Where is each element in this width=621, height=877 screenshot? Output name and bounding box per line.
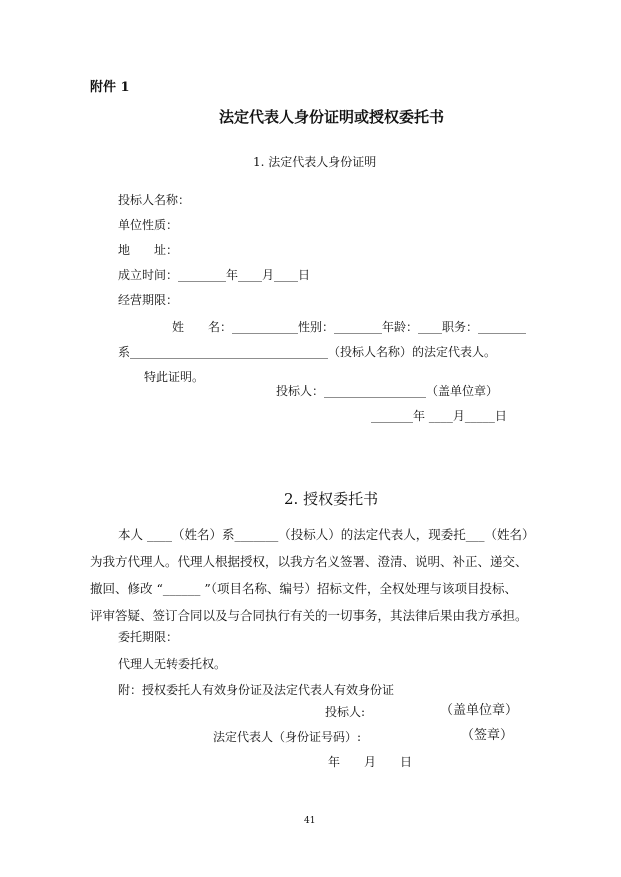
section2-heading: 2. 授权委托书 <box>284 490 379 508</box>
entrust-term-label: 委托期限： <box>118 630 179 644</box>
unit-nature-label: 单位性质： <box>118 218 179 232</box>
attachment-label: 附件 1 <box>90 80 130 95</box>
legal-rep-label: 法定代表人（身份证号码）: <box>213 730 362 744</box>
para-line: 评审答疑、签订合同以及与合同执行有关的一切事务，其法律后果由我方承担。 <box>90 608 528 623</box>
bidder-seal-note: （盖单位章） <box>440 703 519 718</box>
bidder-label: 投标人: <box>325 705 366 719</box>
established-line: 成立时间：________年____月____日 <box>118 268 311 282</box>
authorization-paragraph <box>90 521 535 629</box>
address-label: 地 址： <box>118 243 179 257</box>
certify-text: 特此证明。 <box>144 370 205 384</box>
para-line: 本人 ____（姓名）系_______（投标人）的法定代表人，现委托___（姓名） <box>118 527 535 542</box>
para-line: 为我方代理人。代理人根据授权，以我方名义签署、澄清、说明、补正、递交、 <box>90 554 528 569</box>
section1-date-line: _______年 ____月_____日 <box>371 409 507 423</box>
document-title: 法定代表人身份证明或授权委托书 <box>219 108 445 126</box>
bidder-signature-line: 投标人：_________________（盖单位章） <box>276 384 499 398</box>
page-number: 41 <box>304 816 316 826</box>
person-info-line: 姓 名：___________性别：________年龄：____职务：________ <box>172 320 527 334</box>
section2-date-line: 年 月 日 <box>328 755 413 769</box>
no-subdelegation-text: 代理人无转委托权。 <box>118 657 227 671</box>
relation-line: 系_________________________________（投标人名称）的法定代表人。 <box>118 345 497 359</box>
section1-heading: 1. 法定代表人身份证明 <box>253 155 377 169</box>
para-line: 撤回、修改 “______ ”（项目名称、编号）招标文件，全权处理与该项目投标、 <box>90 581 517 596</box>
business-term-label: 经营期限： <box>118 293 179 307</box>
signature-note: （签章） <box>461 728 514 743</box>
attachment-note: 附：授权委托人有效身份证及法定代表人有效身份证 <box>118 683 395 697</box>
bidder-name-label: 投标人名称： <box>118 193 191 207</box>
